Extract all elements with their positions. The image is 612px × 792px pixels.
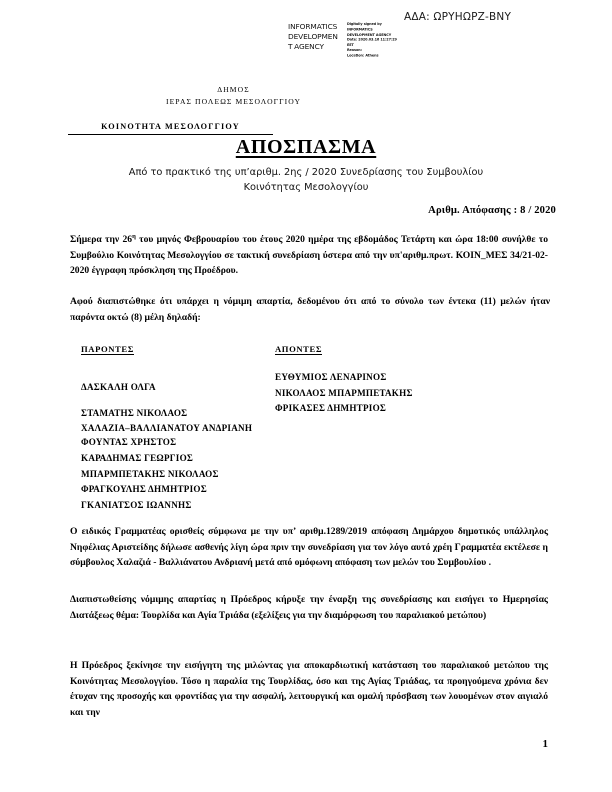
list-item: ΓΚΑΝΙΑΤΣΟΣ ΙΩΑΝΝΗΣ bbox=[81, 499, 192, 510]
signature-detail-line-3: DEVELOPMENT AGENCY bbox=[347, 32, 392, 37]
present-members-list bbox=[81, 380, 276, 514]
intro-ordinal-superscript: η bbox=[132, 233, 136, 240]
present-header: ΠΑΡΟΝΤΕΣ bbox=[81, 344, 134, 354]
signature-brand-line-1: INFORMATICS bbox=[288, 22, 338, 31]
list-item: ΦΟΥΝΤΑΣ ΧΡΗΣΤΟΣ bbox=[81, 437, 177, 448]
intro-text-part-2: του μηνός Φεβρουαρίου του έτους 2020 ημέρα της εβδομάδος Τετάρτη και ώρα 18:00 συνήλθε το Συμβούλιο Κοινότητας Μεσολογγίου σε τακτική συνεδρίαση ύστερα από την υπ'αριθμ.πρωτ. ΚΟΙΝ_ΜΕΣ 34/21-02-2020 έγγραφη πρόσκληση της Προέδρου. bbox=[70, 234, 548, 277]
list-item: ΦΡΑΓΚΟΥΛΗΣ ΔΗΜΗΤΡΙΟΣ bbox=[81, 484, 207, 495]
attendance-section bbox=[70, 344, 550, 510]
signature-brand-line-3: T AGENCY bbox=[288, 41, 324, 51]
list-item: ΔΑΣΚΑΛΗ ΟΛΓΑ bbox=[81, 382, 156, 392]
signature-detail-line-6: Reason: bbox=[347, 48, 362, 53]
municipality-label: ΔΗΜΟΣ bbox=[217, 85, 250, 94]
signature-brand-line-2: DEVELOPMEN bbox=[288, 31, 338, 41]
list-item: ΣΤΑΜΑΤΗΣ ΝΙΚΟΛΑΟΣ bbox=[81, 407, 188, 418]
page-title: ΑΠΟΣΠΑΣΜΑ bbox=[235, 136, 377, 158]
list-item: ΚΑΡΑΔΗΜΑΣ ΓΕΩΡΓΙΟΣ bbox=[81, 453, 194, 464]
signature-detail-line-2: INFORMATICS bbox=[347, 27, 373, 32]
agenda-paragraph bbox=[70, 592, 548, 623]
signature-details bbox=[347, 22, 409, 59]
agenda-lead-text: Διαπιστωθείσης νόμιμης απαρτίας η Πρόεδρος κήρυξε την έναρξη της συνεδρίασης και εισήγει το Ημερησίας Διατάξεως θέμα: bbox=[70, 594, 548, 621]
ada-code: ΑΔΑ: ΩΡΥΗΩΡΖ-ΒΝΥ bbox=[404, 11, 512, 23]
signature-detail-line-1: Digitally signed by bbox=[347, 22, 382, 27]
community-name: ΚΟΙΝΟΤΗΤΑ ΜΕΣΟΛΟΓΓΙΟΥ bbox=[68, 122, 273, 135]
list-item: ΦΡΙΚΑΣΕΣ ΔΗΜΗΤΡΙΟΣ bbox=[275, 403, 387, 414]
municipality-name: ΙΕΡΑΣ ΠΟΛΕΩΣ ΜΕΣΟΛΟΓΓΙΟΥ bbox=[165, 96, 302, 106]
organization-heading bbox=[0, 84, 612, 131]
list-item: ΧΑΛΑΖΙΑ–ΒΑΛΛΙΑΝΑΤΟΥ ΑΝΔΡΙΑΝΗ bbox=[81, 423, 253, 434]
absent-members-list bbox=[275, 370, 505, 417]
decision-number: Αριθμ. Απόφασης : 8 / 2020 bbox=[428, 205, 556, 216]
signature-detail-line-5: EET bbox=[347, 42, 354, 48]
intro-paragraph bbox=[70, 232, 548, 279]
signature-detail-line-4: Date: 2020.03.16 11:27:29 bbox=[347, 37, 397, 42]
document-subtitle bbox=[56, 165, 556, 195]
quorum-paragraph: Αφού διαπιστώθηκε ότι υπάρχει η νόμιμη απαρτία, δεδομένου ότι από το σύνολο των έντεκα (11) μελών ήταν παρόντα οκτώ (8) μέλη δηλαδή: bbox=[70, 296, 550, 323]
signature-detail-line-7: Location: Athens bbox=[347, 53, 379, 58]
list-item: ΕΥΘΥΜΙΟΣ ΛΕΝΑΡΙΝΟΣ bbox=[275, 372, 387, 382]
secretary-paragraph: Ο ειδικός Γραμματέας ορισθείς σύμφωνα με την υπ’ αριθμ.1289/2019 απόφαση Δημάρχου δημοτικός υπάλληλος Νηφέλιας Αριστείδης δήλωσε ασθενής λίγη ώρα πριν την συνεδρίαση για τον λόγο αυτό χρέη Γραμματέα εκτέλεσε η σύμβουλος Χαλαζιά - Βαλλιάνατου Ανδριανή μετά από ομόφωνη απόφαση των μελών του Συμβουλίου . bbox=[70, 526, 548, 569]
intro-text-part-1: Σήμερα την 26 bbox=[70, 234, 133, 246]
list-item: ΜΠΑΡΜΠΕΤΑΚΗΣ ΝΙΚΟΛΑΟΣ bbox=[81, 468, 219, 479]
agenda-topic: Τουρλίδα και Αγία Τριάδα (εξελίξεις για την διαμόρφωση του παραλιακού μετώπου) bbox=[141, 609, 487, 621]
digital-signature-stamp bbox=[288, 22, 410, 56]
page-number: 1 bbox=[542, 738, 548, 750]
list-item: ΝΙΚΟΛΑΟΣ ΜΠΑΡΜΠΕΤΑΚΗΣ bbox=[275, 387, 413, 398]
president-paragraph: Η Πρόεδρος ξεκίνησε την εισήγητη της μιλώντας για αποκαρδιωτική κατάσταση του παραλιακού μετώπου της Κοινότητας Μεσολογγίου. Τόσο η παραλία της Τουρλίδας, όσο και της Αγίας Τριάδας, τα προηγούμενα χρόνια δεν έτυχαν της προσοχής και φροντίδας για την ασφαλή, λειτουργική και ομαλή πρόσβαση των λουομένων στον αιγιαλό και την bbox=[70, 660, 548, 718]
attendance-headers bbox=[70, 344, 550, 362]
signature-brand bbox=[288, 22, 345, 52]
absent-header: ΑΠΟΝΤΕΣ bbox=[275, 344, 323, 354]
subtitle-line-1: Από το πρακτικό της υπ’αριθμ. 2ης / 2020 Συνεδρίασης του Συμβουλίου bbox=[128, 167, 484, 178]
subtitle-line-2: Κοινότητας Μεσολογγίου bbox=[243, 182, 369, 194]
